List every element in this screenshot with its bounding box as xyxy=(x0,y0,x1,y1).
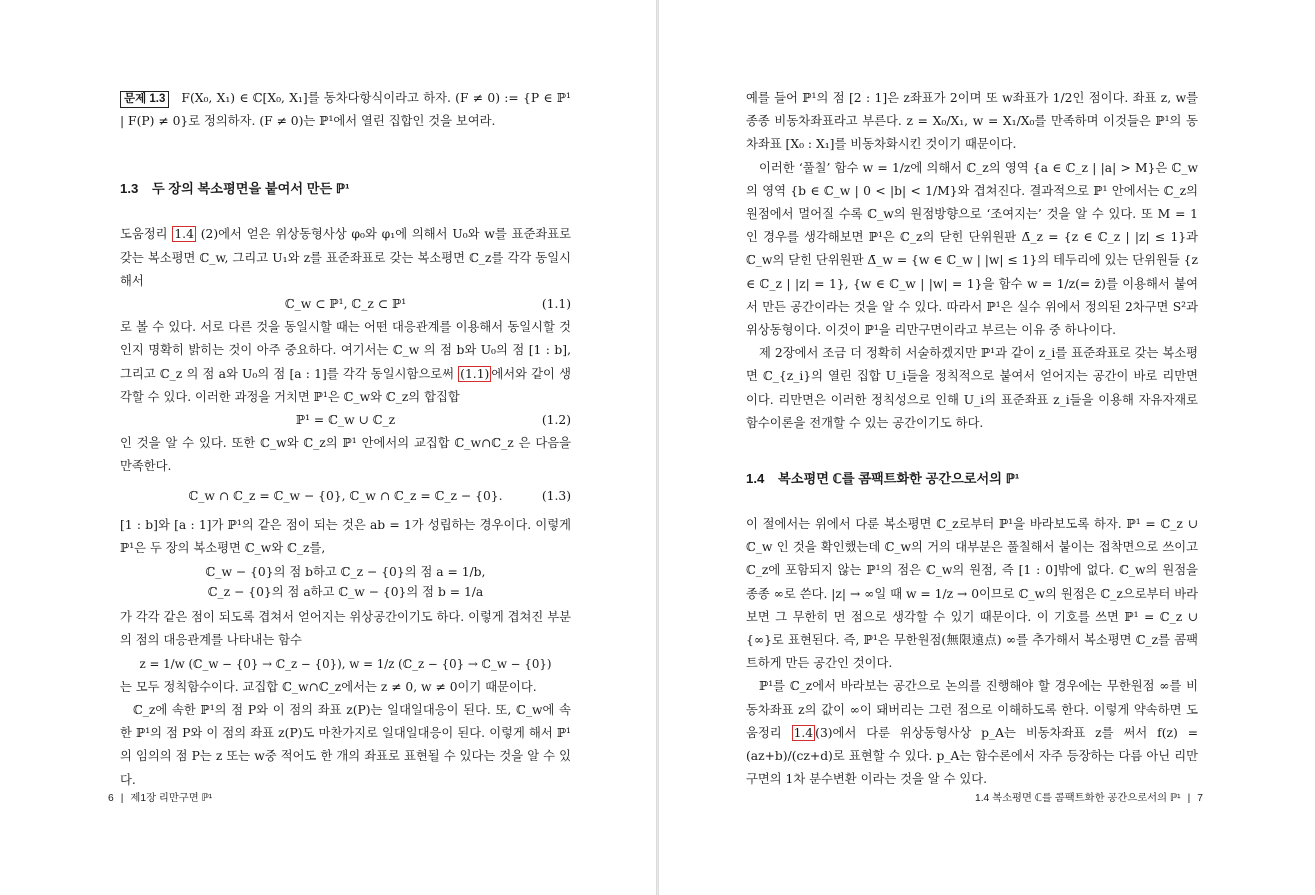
equation-body: ℂ_z − {0}의 점 a하고 ℂ_w − {0}의 점 b = 1/a xyxy=(207,585,484,600)
running-head: 1.4 복소평면 ℂ를 콤팩트화한 공간으로서의 ℙ¹ xyxy=(974,793,1181,804)
paragraph: ℂ_z에 속한 ℙ¹의 점 P와 이 점의 좌표 z(P)는 일대일대응이 된다. 또, ℂ_w에 속한 ℙ¹의 점 P와 이 점의 좌표 z(P)도 마찬가지로 일대일대응이 된다. 이렇게 해서 ℙ¹의 임의의 점 P는 z 또는 w중 적어도 한 개의 좌표로 표현될 수 있다는 것을 알 수 있다. xyxy=(120,703,571,787)
cross-ref-link[interactable]: 1.4 xyxy=(793,725,814,740)
section-heading-1-3 xyxy=(120,177,571,201)
paragraph xyxy=(120,223,571,293)
right-page xyxy=(659,0,1315,895)
left-text-column xyxy=(120,87,571,792)
problem-tag: 문제 1.3 xyxy=(120,91,169,108)
paragraph: 제 2장에서 조금 더 정확히 서술하겠지만 ℙ¹과 같이 z_i를 표준좌표로 갖는 복소평면 ℂ_{z_i}의 열린 집합 U_i들을 정칙적으로 붙여서 얻어지는 공간이 바로 리만면이다. 리만면은 이러한 정칙성으로 인해 U_i의 표준좌표 z_i들을 이용해 자유자재로 함수이론을 전개할 수 있는 공간이기도 하다. xyxy=(746,346,1198,430)
problem-1-3 xyxy=(120,87,571,133)
paragraph-text: ℙ¹를 ℂ_z에서 바라보는 공간으로 논의를 진행해야 할 경우에는 무한원점 ∞를 비동차좌표 z의 값이 ∞이 돼버리는 그런 점으로 이해하도록 한다. 이렇게 약속하면 도움정리 xyxy=(746,679,1198,740)
paragraph: 인 것을 알 수 있다. 또한 ℂ_w와 ℂ_z의 ℙ¹ 안에서의 교집합 ℂ_w∩ℂ_z 은 다음을 만족한다. xyxy=(120,436,571,474)
equation-1-1 xyxy=(120,293,571,316)
cross-ref-link[interactable]: (1.1) xyxy=(460,366,490,381)
equation-body: ℂ_w ∩ ℂ_z = ℂ_w − {0}, ℂ_w ∩ ℂ_z = ℂ_z − {0}. xyxy=(188,488,503,503)
section-title: 복소평면 ℂ를 콤팩트화한 공간으로서의 ℙ¹ xyxy=(778,471,1020,487)
paragraph: 이 절에서는 위에서 다룬 복소평면 ℂ_z로부터 ℙ¹을 바라보도록 하자. ℙ¹ = ℂ_z ∪ ℂ_w 인 것을 확인했는데 ℂ_w의 거의 대부분은 풀칠해서 붙이는 접착면으로 쓰이고 ℂ_z에 포함되지 않는 ℙ¹의 점은 ℂ_w의 원점, 즉 [1 : 0]밖에 없다. ℂ_w의 원점을 종종 ∞로 쓴다. |z| → ∞일 때 w = 1/z → 0이므로 ℂ_w의 원점은 ℂ_z으로부터 바라보면 그 무한히 먼 점으로 생각할 수 있기 때문이다. 이 기호를 쓰면 ℙ¹ = ℂ_z ∪ {∞}로 표현된다. 즉, ℙ¹은 무한원점(無限遠点) ∞를 추가해서 복소평면 ℂ_z를 콤팩트하게 만든 공간인 것이다. xyxy=(746,517,1198,671)
paragraph-text: (2)에서 얻은 위상동형사상 φ₀와 φ₁에 의해서 U₀와 w를 표준좌표로 갖는 복소평면 ℂ_w, 그리고 U₁와 z를 표준좌표로 갖는 복소평면 ℂ_z를 각각 동일시해서 xyxy=(120,227,571,288)
equation-transition-maps xyxy=(120,653,571,676)
left-page xyxy=(0,0,656,895)
paragraph: 이러한 ‘풀칠’ 함수 w = 1/z에 의해서 ℂ_z의 영역 {a ∈ ℂ_z | |a| > M}은 ℂ_w의 영역 {b ∈ ℂ_w | 0 < |b| < 1/M}와 겹쳐진다. 결과적으로 ℙ¹ 안에서는 ℂ_z의 원점에서 멀어질 수록 ℂ_w의 원점방향으로 ‘조여지는’ 것을 알 수 있다. 또 M = 1인 경우를 생각해보면 ℙ¹은 ℂ_z의 닫힌 단위원판 Δ̄_z = {z ∈ ℂ_z | |z| ≤ 1}과 ℂ_w의 닫힌 단위원판 Δ̄_w = {w ∈ ℂ_w | |w| ≤ 1}의 테두리에 있는 단위원들 {z ∈ ℂ_z | |z| = 1}, {w ∈ ℂ_w | |w| = 1}을 함수 w = 1/z(= z̄)를 이용해서 붙여서 만든 공간이라는 것을 알 수 있다. 따라서 ℙ¹은 실수 위에서 정의된 2차구면 S²과 위상동형이다. 이것이 ℙ¹을 리만구면이라고 부르는 이유 중 하나이다. xyxy=(746,160,1198,338)
paragraph-text: (3)에서 다룬 위상동형사상 p_A는 비동차좌표 z를 써서 f(z) = (az+b)/(cz+d)로 표현할 수 있다. p_A는 함수론에서 자주 등장하는 다름 아닌 리만구면의 1차 분수변환 이라는 것을 알 수 있다. xyxy=(746,725,1199,787)
cross-ref-link[interactable]: 1.4 xyxy=(174,227,194,242)
right-text-column xyxy=(746,87,1198,791)
paragraph: [1 : b]와 [a : 1]가 ℙ¹의 같은 점이 되는 것은 ab = 1가 성립하는 경우이다. 이렇게 ℙ¹은 두 장의 복소평면 ℂ_w와 ℂ_z를, xyxy=(120,517,571,556)
equation-body: ℂ_w ⊂ ℙ¹, ℂ_z ⊂ ℙ¹ xyxy=(284,297,407,312)
section-number: 1.4 xyxy=(746,471,765,487)
page-number: 6 xyxy=(108,793,114,804)
paragraph xyxy=(746,675,1198,791)
equation-correspondence-1 xyxy=(120,562,571,582)
equation-number: (1.1) xyxy=(541,297,571,312)
problem-line-1: F(X₀, X₁) ∈ ℂ[X₀, X₁]를 동차다항식이라고 하자. (F ≠ 0) := {P ∈ xyxy=(181,91,553,105)
equation-body: ℂ_w − {0}의 점 b하고 ℂ_z − {0}의 점 a = 1/b, xyxy=(205,565,486,580)
paragraph: 가 각각 같은 점이 되도록 겹쳐서 얻어지는 위상공간이기도 하다. 이렇게 겹쳐진 부분의 점의 대응관계를 나타내는 함수 xyxy=(120,610,571,648)
equation-correspondence-2 xyxy=(120,582,571,602)
equation-1-2 xyxy=(120,409,571,432)
left-page-footer: 6 | 제1장 리만구면 ℙ¹ xyxy=(108,793,213,804)
equation-body: ℙ¹ = ℂ_w ∪ ℂ_z xyxy=(295,413,396,428)
equation-1-3 xyxy=(120,485,571,508)
equation-body: z = 1/w (ℂ_w − {0} → ℂ_z − {0}), w = 1/z (ℂ_z − {0} → ℂ_w − {0}) xyxy=(139,656,552,671)
paragraph-text: 로 볼 수 있다. 서로 다른 것을 동일시할 때는 어떤 대응관계를 이용해서 동일시할 것인지 명확히 밝히는 것이 아주 중요하다. 여기서는 ℂ_w 의 점 b와 U₀의 점 [1 : b], 그리고 ℂ_z 의 점 a와 U₀의 점 [a : 1]를 각각 동일시함으로써 xyxy=(120,320,571,381)
paragraph: 예를 들어 ℙ¹의 점 [2 : 1]은 z좌표가 2이며 또 w좌표가 1/2인 점이다. 좌표 z, w를 종종 비동차좌표라고 부른다. z = X₀/X₁, w = X₁/X₀를 만족하며 이것들은 ℙ¹의 동차좌표 [X₀ : X₁]를 비동차화시킨 것이기 때문이다. xyxy=(746,91,1198,152)
equation-number: (1.3) xyxy=(541,488,571,503)
section-heading-1-4 xyxy=(746,467,1198,491)
page-number: 7 xyxy=(1197,793,1203,804)
paragraph xyxy=(120,316,571,409)
paragraph-text: 도움정리 xyxy=(120,227,173,242)
problem-line-2: ℙ¹ | F(P) ≠ 0}로 정의하자. (F ≠ 0)는 ℙ¹에서 열린 집합인 것을 보여라. xyxy=(120,91,571,129)
paragraph-text: 에서와 같이 생각할 수 있다. 이러한 과정을 거치면 ℙ¹은 ℂ_w와 ℂ_z의 합집합 xyxy=(120,366,572,404)
section-number: 1.3 xyxy=(120,181,139,197)
equation-number: (1.2) xyxy=(541,413,571,428)
running-head: 제1장 리만구면 ℙ¹ xyxy=(130,793,213,804)
section-title: 두 장의 복소평면을 붙여서 만든 ℙ¹ xyxy=(152,181,350,197)
paragraph: 는 모두 정칙함수이다. 교집합 ℂ_w∩ℂ_z에서는 z ≠ 0, w ≠ 0이기 때문이다. xyxy=(120,679,537,694)
right-page-footer: 1.4 복소평면 ℂ를 콤팩트화한 공간으로서의 ℙ¹ | 7 xyxy=(974,793,1203,804)
